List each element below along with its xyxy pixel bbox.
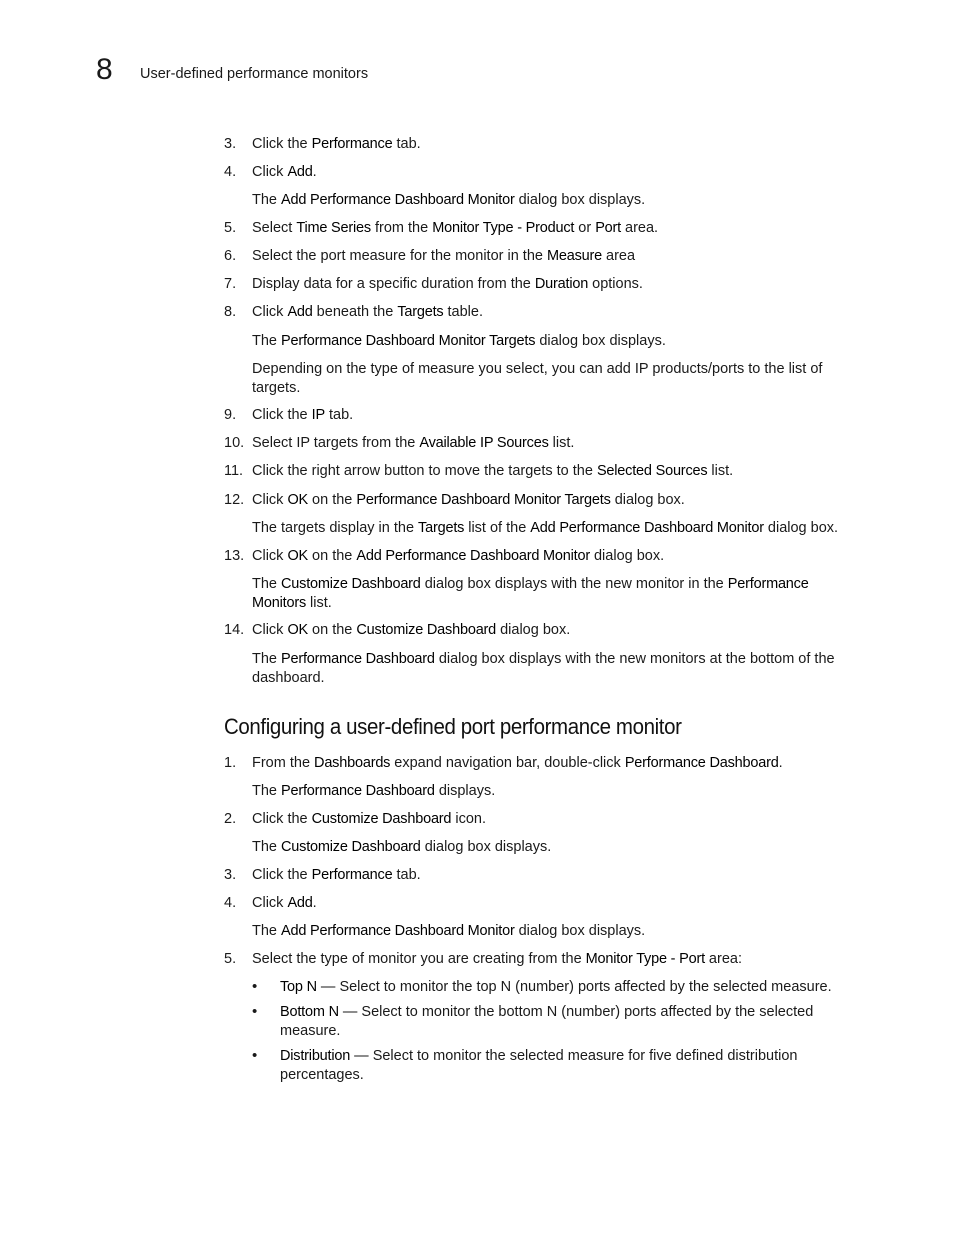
text-run: table. — [443, 304, 483, 320]
step-text — [252, 303, 864, 322]
text-run: Select the type of monitor you are creating from the — [252, 951, 586, 967]
text-run: on the — [308, 548, 357, 564]
step-text — [252, 491, 864, 510]
step-12-result — [252, 519, 864, 538]
ui-term: Add Performance Dashboard Monitor — [281, 923, 515, 939]
text-run: Click — [252, 304, 288, 320]
step-number: 11. — [224, 463, 244, 479]
ui-term: Time Series — [296, 220, 371, 236]
step-number: 14. — [224, 622, 245, 638]
step-number: 5. — [224, 951, 237, 967]
ui-term: Port — [595, 220, 621, 236]
step-text — [252, 462, 864, 481]
bullet-icon: • — [252, 1047, 258, 1064]
text-run: The — [252, 651, 282, 667]
text-run: area — [602, 248, 636, 264]
step-number: 8. — [224, 304, 237, 320]
step-text — [252, 275, 864, 294]
step-text — [252, 434, 864, 453]
text-run: Select — [252, 220, 297, 236]
step-1-result — [252, 782, 864, 801]
step-14-result — [252, 650, 864, 687]
text-run: tab. — [392, 867, 421, 883]
ui-term: Customize Dashboard — [281, 839, 421, 855]
text-run: Display data for a specific duration from the — [252, 276, 535, 292]
text-run: displays. — [434, 783, 496, 799]
ui-term: Customize Dashboard — [281, 576, 421, 592]
text-run: dialog box displays with the new monitors at the bottom of the dashboard. — [252, 651, 835, 686]
text-run: Click the — [252, 407, 312, 423]
text-run: beneath the — [312, 304, 398, 320]
ui-term: Add Performance Dashboard Monitor — [356, 548, 590, 564]
text-run: area: — [704, 951, 742, 967]
text-run: Click — [252, 492, 288, 508]
running-header-title: User-defined performance monitors — [140, 66, 369, 82]
ui-term: Dashboards — [314, 755, 391, 771]
step-text — [252, 950, 864, 969]
ui-term: IP — [311, 407, 325, 423]
text-run: Click the — [252, 136, 312, 152]
ui-term: Monitor Type - Port — [585, 951, 705, 967]
ui-term: Performance Dashboard — [281, 651, 435, 667]
text-run: — Select to monitor the bottom N (number) ports affected by the selected measure. — [280, 1004, 814, 1039]
ui-term: OK — [287, 548, 309, 564]
text-run: Click the — [252, 811, 312, 827]
text-run: list. — [306, 594, 332, 611]
step-2-result — [252, 838, 864, 857]
ui-term: Add — [287, 895, 313, 911]
text-run: The — [252, 923, 282, 939]
ui-term: Targets — [397, 304, 444, 320]
text-run: . — [778, 755, 783, 771]
ui-term: Available IP Sources — [419, 435, 549, 451]
step-number: 9. — [224, 407, 237, 423]
text-run: dialog box. — [589, 548, 665, 564]
ui-term: Add — [287, 304, 313, 320]
step-number: 3. — [224, 867, 237, 883]
text-run: Click — [252, 622, 288, 638]
text-run: Select IP targets from the — [252, 435, 420, 451]
bullet-icon: • — [252, 1003, 258, 1020]
section-heading: Configuring a user-defined port performance monitor — [224, 714, 682, 739]
step-number: 3. — [224, 136, 237, 152]
step-text — [252, 866, 864, 885]
step-text — [252, 135, 864, 154]
text-run: The — [252, 576, 282, 592]
text-run: on the — [308, 622, 357, 638]
text-run: dialog box. — [496, 622, 571, 638]
text-run: tab. — [324, 407, 354, 423]
ui-term: Performance — [311, 867, 393, 883]
step-text — [252, 810, 864, 829]
text-run: From the — [252, 755, 315, 771]
step-number: 12. — [224, 492, 245, 508]
step-text — [252, 547, 864, 566]
ui-term: Add — [287, 164, 313, 180]
ui-term: Monitor Type - Product — [432, 220, 575, 236]
step-8-note: Depending on the type of measure you select, you can add IP products/ports to the list of targets. — [252, 361, 823, 396]
chapter-number: 8 — [96, 53, 113, 86]
ui-term: Distribution — [280, 1048, 351, 1064]
text-run: or — [574, 220, 596, 236]
text-run: dialog box displays. — [514, 192, 646, 208]
step-number: 13. — [224, 548, 245, 564]
step-text — [252, 406, 864, 425]
ui-term: Performance Dashboard Monitor Targets — [356, 492, 611, 508]
step-text — [252, 163, 864, 182]
ui-term: OK — [287, 492, 309, 508]
ui-term: OK — [287, 622, 309, 638]
step-text — [252, 247, 864, 266]
text-run: list of the — [464, 520, 531, 536]
ui-term: Selected Sources — [596, 463, 708, 479]
text-run: dialog box displays. — [535, 333, 666, 349]
ui-term: Bottom N — [280, 1004, 339, 1020]
bullet-text — [280, 978, 864, 997]
step-number: 10. — [224, 435, 245, 451]
bullet-icon: • — [252, 978, 258, 995]
step-4-result — [252, 922, 864, 941]
ui-term: Performance Dashboard — [281, 783, 435, 799]
ui-term: Duration — [534, 276, 589, 292]
text-run: The — [252, 333, 282, 349]
ui-term: Top N — [280, 979, 317, 995]
step-number: 5. — [224, 220, 237, 236]
text-run: Select the port measure for the monitor in the — [252, 248, 547, 264]
step-number: 4. — [224, 164, 237, 180]
text-run: dialog box displays with the new monitor in the — [420, 576, 728, 592]
text-run: icon. — [451, 811, 486, 827]
text-run: dialog box. — [610, 492, 685, 508]
step-8-result — [252, 332, 864, 351]
step-number: 6. — [224, 248, 237, 264]
text-run: The — [252, 839, 282, 855]
step-text — [252, 219, 864, 238]
text-run: — Select to monitor the top N (number) ports affected by the selected measure. — [316, 979, 832, 995]
text-run: The targets display in the — [252, 520, 419, 536]
text-run: — Select to monitor the selected measure for five defined distribution percentages. — [280, 1048, 798, 1083]
ui-term: Add Performance Dashboard Monitor — [530, 520, 764, 536]
text-run: Click the right arrow button to move the targets to the — [252, 463, 597, 479]
text-run: Click the — [252, 867, 312, 883]
ui-term: Customize Dashboard — [356, 622, 497, 638]
step-text — [252, 754, 864, 773]
text-run: The — [252, 783, 282, 799]
text-run: Click — [252, 164, 288, 180]
step-text — [252, 894, 864, 913]
ui-term: Performance — [311, 136, 393, 152]
text-run: from the — [370, 220, 433, 236]
ui-term: Targets — [418, 520, 465, 536]
text-run: list. — [548, 435, 575, 451]
ui-term: Performance Monitors — [252, 576, 809, 611]
text-run: area. — [620, 220, 659, 236]
text-run: The — [252, 192, 282, 208]
text-run: expand navigation bar, double-click — [390, 755, 625, 771]
step-13-result — [252, 575, 864, 612]
text-run: tab. — [392, 136, 421, 152]
step-text — [252, 621, 864, 640]
text-run: . — [312, 895, 317, 911]
text-run: dialog box displays. — [420, 839, 552, 855]
text-run: dialog box. — [763, 520, 839, 536]
text-run: Click — [252, 895, 288, 911]
bullet-text — [280, 1047, 864, 1084]
ui-term: Measure — [546, 248, 602, 264]
ui-term: Add Performance Dashboard Monitor — [281, 192, 515, 208]
step-4-result — [252, 191, 864, 210]
ui-term: Performance Dashboard Monitor Targets — [281, 333, 536, 349]
step-number: 1. — [224, 755, 237, 771]
step-number: 7. — [224, 276, 237, 292]
text-run: options. — [588, 276, 643, 292]
ui-term: Customize Dashboard — [311, 811, 452, 827]
text-run: dialog box displays. — [514, 923, 646, 939]
step-number: 2. — [224, 811, 237, 827]
step-number: 4. — [224, 895, 237, 911]
ui-term: Performance Dashboard — [624, 755, 779, 771]
text-run: on the — [308, 492, 357, 508]
text-run: . — [312, 164, 317, 180]
text-run: Click — [252, 548, 288, 564]
text-run: list. — [707, 463, 734, 479]
bullet-text — [280, 1003, 864, 1040]
